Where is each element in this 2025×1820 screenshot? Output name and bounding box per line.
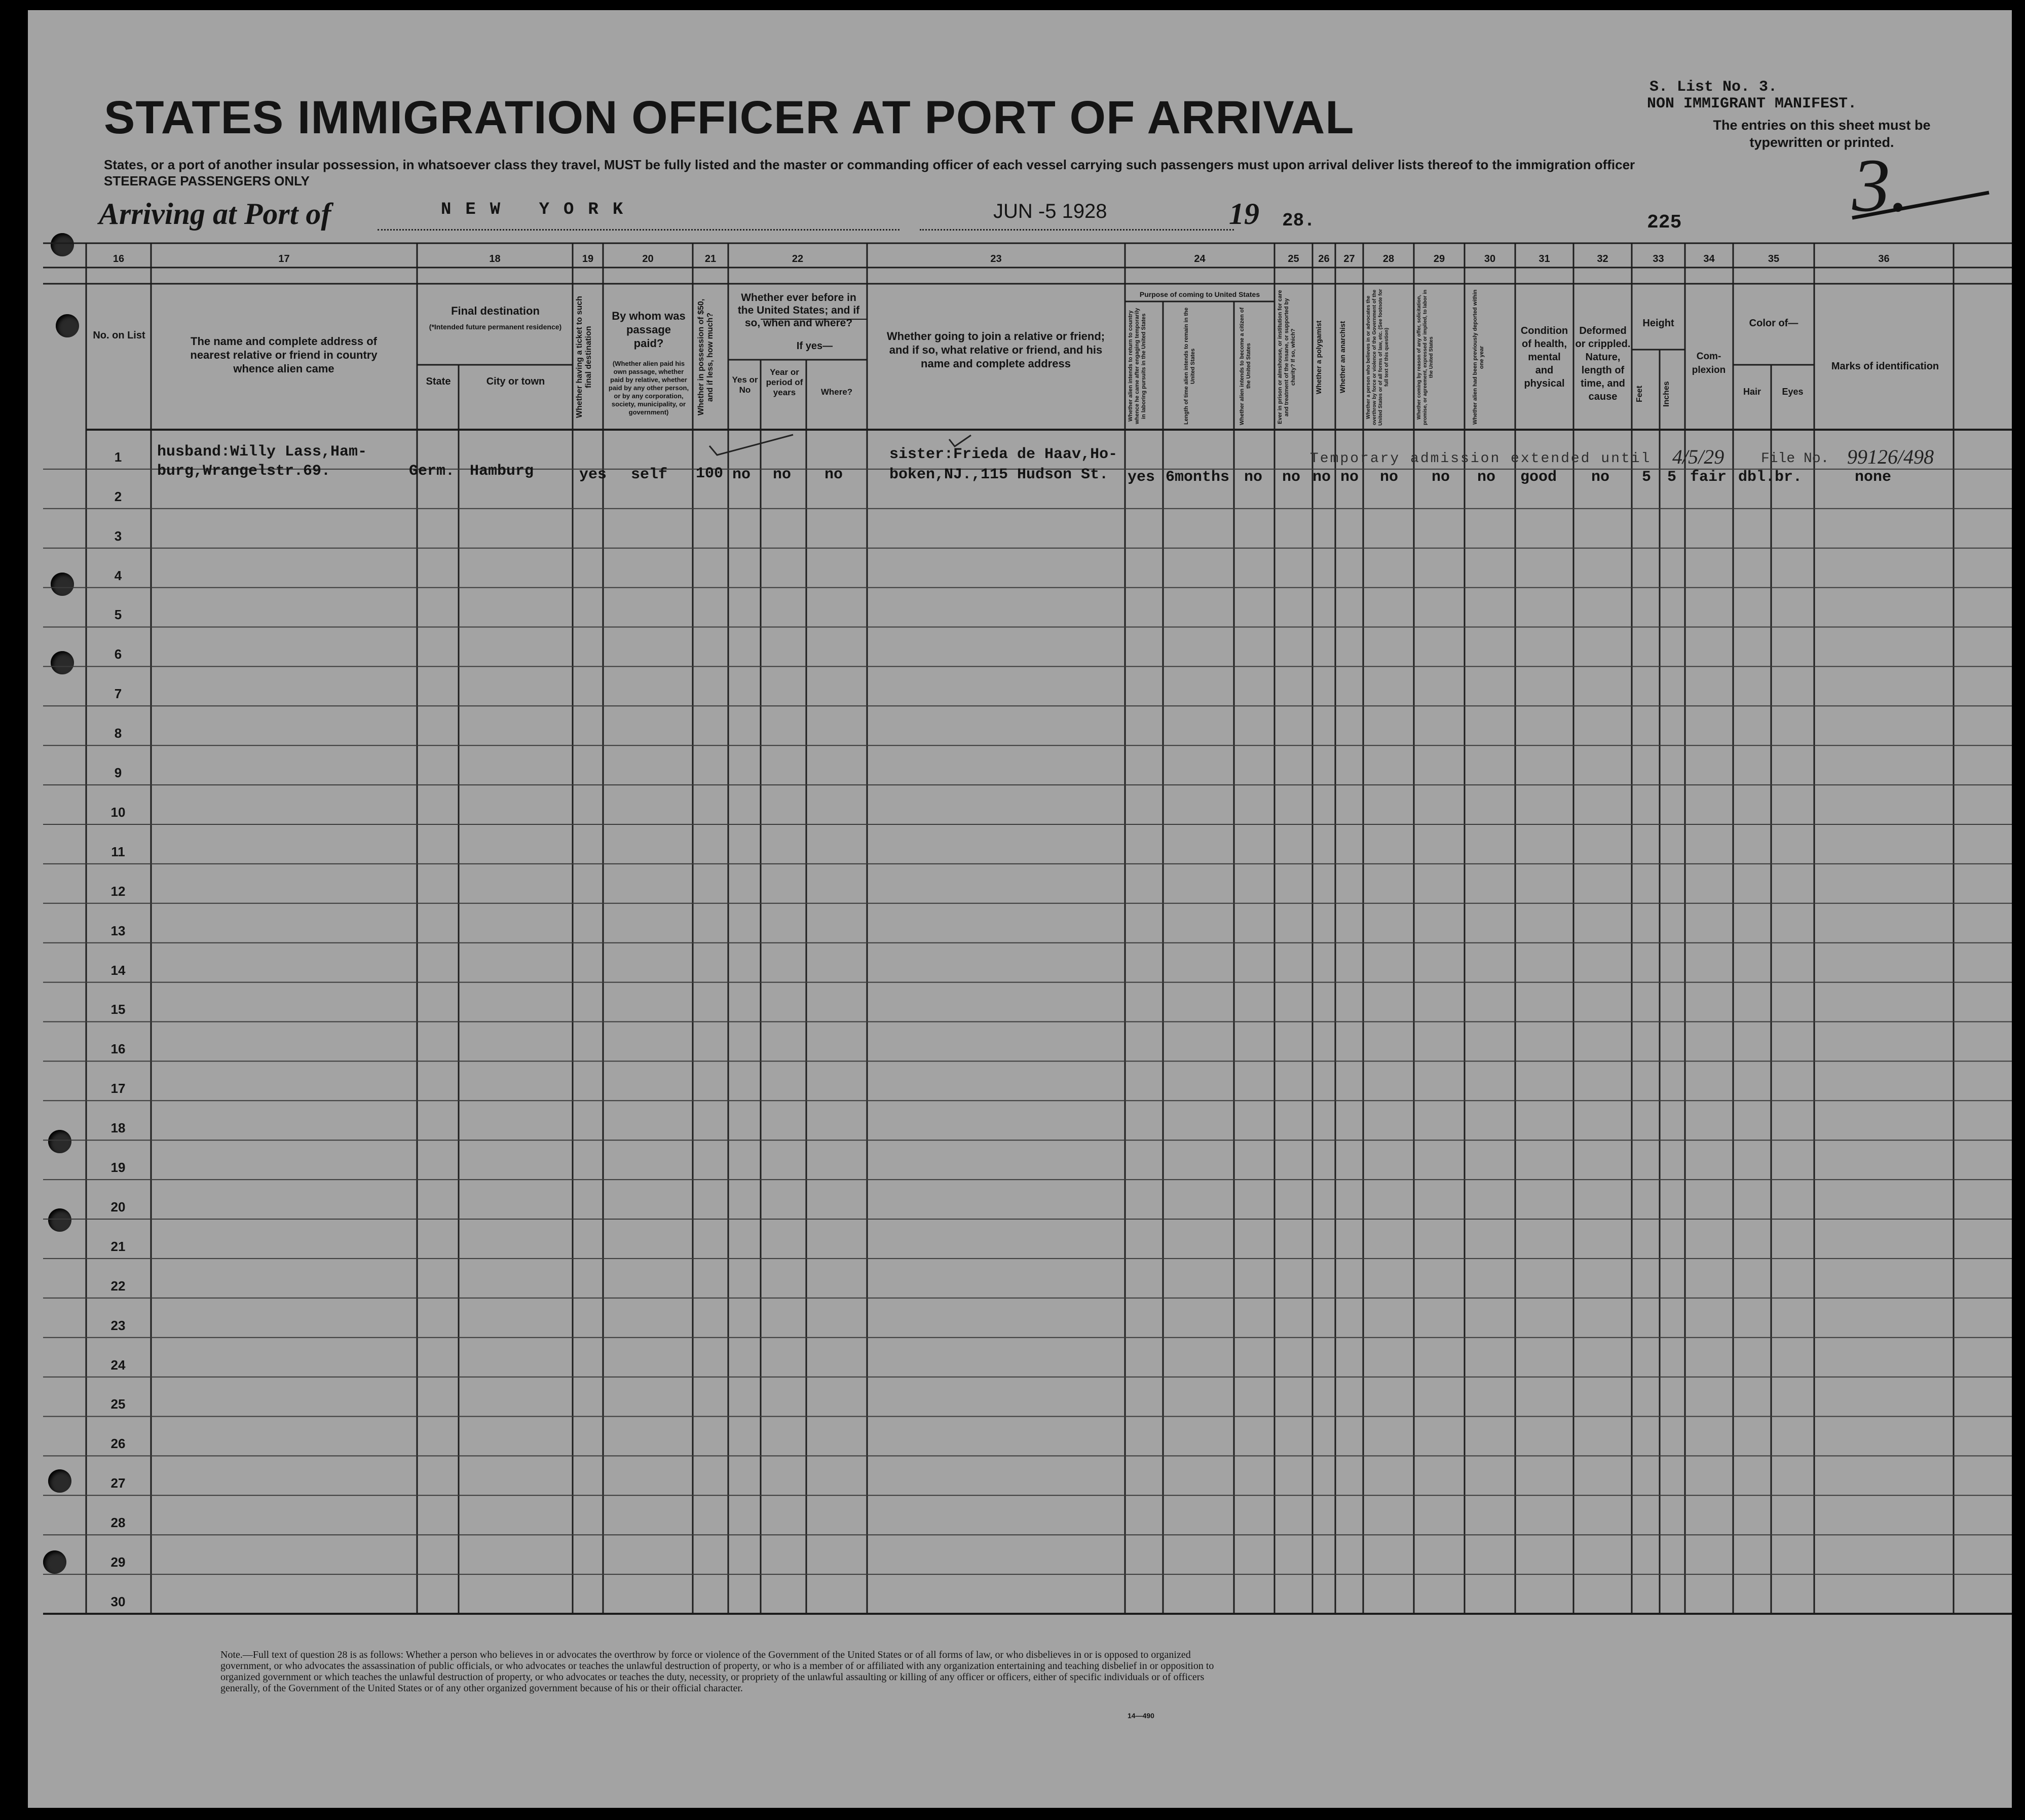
row-number: 10 bbox=[110, 804, 126, 820]
header-complexion: Com-plexion bbox=[1692, 351, 1726, 375]
colnum-23: 23 bbox=[990, 253, 1002, 264]
manifest-type: NON IMMIGRANT MANIFEST. bbox=[1647, 95, 1857, 112]
colnum-16: 16 bbox=[113, 253, 125, 264]
header-purpose: Purpose of coming to United States bbox=[1139, 290, 1260, 298]
row-number: 4 bbox=[114, 567, 122, 583]
row-number: 15 bbox=[110, 1002, 126, 1017]
header-q29: Whether coming by reason of any offer, solicitation, promise, or agreement, expressed or implied, to labor in the United States bbox=[1416, 289, 1434, 425]
colnum-34: 34 bbox=[1703, 253, 1715, 264]
entry-polygamist: no bbox=[1312, 469, 1331, 486]
entry-where: no bbox=[824, 466, 843, 483]
sheet-number: 225 bbox=[1647, 212, 1682, 234]
header-prison: Ever in prison or almshouse, or institution for care and treatment of the insane, or supported by charity? If so, which? bbox=[1277, 290, 1296, 425]
row-number: 9 bbox=[114, 765, 122, 781]
entry-complexion: fair bbox=[1690, 469, 1727, 486]
entry-relative-line1: husband:Willy Lass,Ham- bbox=[157, 443, 367, 461]
entry-file-label: File No. bbox=[1761, 451, 1829, 467]
entry-health: good bbox=[1520, 469, 1557, 486]
row-number: 19 bbox=[110, 1160, 126, 1176]
typewritten-notice: The entries on this sheet must be typewritten or printed. bbox=[1713, 118, 1931, 150]
year-suffix: 28. bbox=[1282, 210, 1315, 231]
colnum-22: 22 bbox=[792, 253, 804, 264]
entry-citizen: no bbox=[1244, 469, 1263, 486]
colnum-20: 20 bbox=[642, 253, 654, 264]
row-number: 14 bbox=[110, 962, 126, 978]
colnum-17: 17 bbox=[278, 253, 290, 264]
entry-feet: 5 bbox=[1642, 469, 1652, 486]
colnum-30: 30 bbox=[1484, 253, 1496, 264]
header-where: Where? bbox=[820, 387, 853, 397]
entry-deformed: no bbox=[1591, 469, 1610, 486]
header-yes-no: Yes or No bbox=[732, 375, 758, 395]
row-number: 21 bbox=[110, 1238, 126, 1254]
arriving-label: Arriving at Port of bbox=[99, 197, 331, 231]
subtitle-instructions: States, or a port of another insular possession, in whatsoever class they travel, MUST be fully listed and the master or commanding officer of each vessel carrying such passengers must upon arrival deliver lists thereof to the immigration officer bbox=[104, 157, 1635, 172]
colnum-21: 21 bbox=[704, 253, 717, 264]
entry-state: Germ. bbox=[409, 463, 455, 480]
header-relative: The name and complete address of nearest relative or friend in country whence alien came bbox=[190, 335, 378, 375]
entry-overstamp: Temporary admission extended until bbox=[1310, 451, 1652, 467]
header-before-in-us: Whether ever before in the United States; and if so, when and where? bbox=[737, 292, 860, 329]
colnum-18: 18 bbox=[489, 253, 501, 264]
header-polygamist: Whether a polygamist bbox=[1315, 320, 1323, 394]
row-number: 28 bbox=[110, 1515, 126, 1531]
colnum-33: 33 bbox=[1653, 253, 1664, 264]
header-q28: Whether a person who believes in or advocates the overthrow by force or violence of the Government of the United States or of all forms of law, etc. (See footnote for full text of this question) bbox=[1366, 289, 1390, 426]
colnum-31: 31 bbox=[1539, 253, 1550, 264]
header-state: State bbox=[426, 376, 451, 387]
row-number: 11 bbox=[111, 844, 125, 859]
header-money: Whether in possession of $50, and if less, how much? bbox=[697, 298, 715, 416]
row-number: 18 bbox=[110, 1120, 126, 1136]
header-deformed: Deformed or crippled. Nature, length of time, and cause bbox=[1575, 325, 1631, 402]
entry-inches: 5 bbox=[1667, 469, 1677, 486]
manifest-grid bbox=[28, 10, 2012, 1808]
footnote-question-28: Note.—Full text of question 28 is as follows: Whether a person who believes in or advocates the overthrow by force or violence of the Government of the United States or of all forms of law, or who disbelieves in or is opposed to organized government, or who advocates the assassination of public officials, or who advocates or teaches the unlawful destruction of property, or who is a member of or affiliated with any organization entertaining and teaching disbelief in or opposition to organized government or which teaches the unlawful destruction of property, or who advocates or teaches the duty, necessity, or propriety of the unlawful assaulting or killing of any officer or officers, either of specific individuals or of officers generally, of the Government of the United States or of any other organized government because of his or their official character. bbox=[220, 1649, 1214, 1694]
header-length: Length of time alien intends to remain in the United States bbox=[1183, 307, 1196, 425]
subtitle-steerage: STEERAGE PASSENGERS ONLY bbox=[104, 173, 310, 188]
arrival-date-stamp: JUN -5 1928 bbox=[993, 200, 1107, 222]
row-number: 23 bbox=[110, 1317, 126, 1333]
port-value: NEW YORK bbox=[441, 200, 638, 219]
entry-ticket: yes bbox=[579, 466, 607, 483]
header-deported: Whether alien had been previously deported within one year bbox=[1472, 289, 1485, 425]
flourish-stroke bbox=[1847, 71, 1999, 223]
row-number: 6 bbox=[114, 647, 122, 662]
entry-length: 6months bbox=[1166, 469, 1230, 486]
entry-city: Hamburg bbox=[470, 463, 534, 480]
row-number: 24 bbox=[110, 1357, 126, 1373]
header-color: Color of— bbox=[1749, 318, 1798, 329]
entry-file-number: 99126/498 bbox=[1847, 445, 1934, 468]
header-final-destination-note: (*Intended future permanent residence) bbox=[429, 323, 562, 331]
entry-relative-line2: burg,Wrangelstr.69. bbox=[157, 463, 331, 480]
row-number: 8 bbox=[114, 726, 122, 741]
entry-overstamp-date: 4/5/29 bbox=[1672, 445, 1724, 468]
form-code: 14—490 bbox=[1128, 1712, 1154, 1720]
header-eyes: Eyes bbox=[1782, 387, 1804, 397]
manifest-page bbox=[28, 10, 2012, 1808]
page-title: STATES IMMIGRATION OFFICER AT PORT OF ARRIVAL bbox=[104, 92, 1355, 143]
entry-prison: no bbox=[1282, 469, 1301, 486]
row-number: 12 bbox=[110, 883, 126, 899]
header-anarchist: Whether an anarchist bbox=[1338, 321, 1346, 394]
colnum-36: 36 bbox=[1878, 253, 1890, 264]
row-number: 16 bbox=[110, 1041, 126, 1057]
colnum-24: 24 bbox=[1194, 253, 1206, 264]
row-number: 3 bbox=[114, 528, 122, 544]
row-number: 17 bbox=[110, 1081, 126, 1096]
entry-money: 100 bbox=[696, 465, 724, 482]
checkmark-icon bbox=[707, 431, 798, 461]
colnum-32: 32 bbox=[1597, 253, 1608, 264]
row-number: 26 bbox=[110, 1436, 126, 1452]
row-number: 25 bbox=[110, 1396, 126, 1412]
header-marks: Marks of identification bbox=[1831, 361, 1939, 372]
row-number: 2 bbox=[114, 488, 122, 504]
colnum-27: 27 bbox=[1343, 253, 1355, 264]
header-health: Condition of health, mental and physical bbox=[1520, 325, 1568, 389]
year-prefix: 19 bbox=[1229, 197, 1259, 231]
colnum-29: 29 bbox=[1433, 253, 1445, 264]
row-number: 7 bbox=[114, 686, 122, 702]
header-year: Year or period of years bbox=[766, 367, 803, 397]
row-number: 29 bbox=[110, 1554, 126, 1570]
header-joining: Whether going to join a relative or friend; and if so, what relative or friend, and his name and complete address bbox=[886, 330, 1105, 370]
header-ticket: Whether having a ticket to such final destination bbox=[575, 296, 593, 419]
colnum-35: 35 bbox=[1768, 253, 1780, 264]
header-if-yes: If yes— bbox=[796, 340, 833, 352]
header-inches: Inches bbox=[1662, 381, 1671, 407]
row-number: 5 bbox=[114, 607, 122, 623]
checkmark-icon bbox=[948, 433, 973, 448]
header-citizen: Whether alien intends to become a citizen of the United States bbox=[1239, 307, 1252, 425]
colnum-19: 19 bbox=[582, 253, 594, 264]
row-number: 22 bbox=[110, 1278, 126, 1294]
colnum-28: 28 bbox=[1382, 253, 1395, 264]
entry-joining-line1: sister:Frieda de Haav,Ho- bbox=[889, 446, 1118, 463]
row-number: 13 bbox=[110, 923, 126, 938]
entry-year: no bbox=[773, 466, 792, 483]
row-number: 20 bbox=[110, 1199, 126, 1215]
header-final-destination: Final destination bbox=[451, 305, 540, 317]
entry-joining-line2: boken,NJ.,115 Hudson St. bbox=[889, 466, 1109, 483]
entry-q29: no bbox=[1432, 469, 1450, 486]
header-paid-by: By whom was passage paid? bbox=[612, 310, 686, 350]
colnum-25: 25 bbox=[1288, 253, 1299, 264]
list-number: S. List No. 3. bbox=[1649, 79, 1778, 96]
row-number: 1 bbox=[114, 449, 122, 465]
colnum-26: 26 bbox=[1318, 253, 1330, 264]
header-city: City or town bbox=[486, 376, 545, 387]
entry-deported: no bbox=[1477, 469, 1496, 486]
entry-marks: none bbox=[1855, 469, 1892, 486]
row-number: 30 bbox=[110, 1594, 126, 1609]
row-number: 27 bbox=[110, 1475, 126, 1491]
entry-q28: no bbox=[1380, 469, 1399, 486]
entry-before-in-us: no bbox=[732, 466, 751, 483]
entry-paid-by: self bbox=[631, 466, 668, 483]
header-paid-by-note: (Whether alien paid his own passage, whether paid by relative, whether paid by any other person, or by any corporation, society, municipality, or government) bbox=[608, 360, 689, 416]
header-height: Height bbox=[1642, 318, 1674, 329]
entry-anarchist: no bbox=[1340, 469, 1359, 486]
header-feet: Feet bbox=[1635, 386, 1644, 402]
entry-return: yes bbox=[1128, 469, 1155, 486]
handwritten-sheet-number: 3. bbox=[1852, 143, 1909, 228]
header-hair: Hair bbox=[1743, 387, 1761, 397]
header-return: Whether alien intends to return to country whence he came after engaging temporarily in laboring pursuits in the United States bbox=[1128, 308, 1147, 425]
header-no-on-list: No. on List bbox=[93, 330, 145, 341]
entry-hair: dbl.br. bbox=[1738, 469, 1803, 486]
